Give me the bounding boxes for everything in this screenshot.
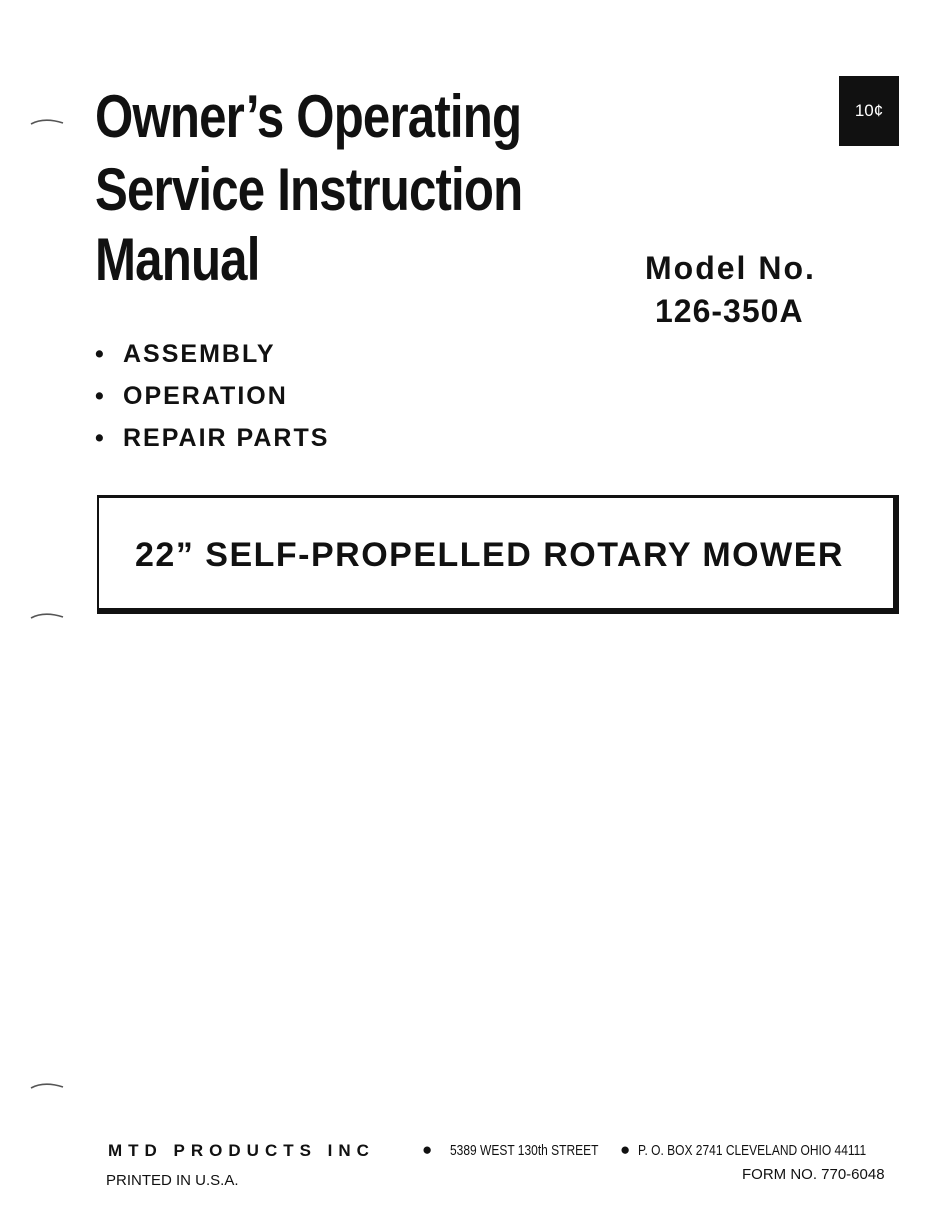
binding-mark (30, 1082, 64, 1090)
model-number: 126-350A (655, 293, 804, 329)
binding-mark (30, 118, 64, 126)
price-text: 10¢ (854, 101, 884, 120)
bullet-icon: • (95, 382, 106, 410)
title-line-3: Manual (95, 226, 260, 293)
list-item (95, 375, 329, 417)
list-item (95, 333, 329, 375)
footer-company: MTD PRODUCTS INC (108, 1141, 375, 1160)
bullet-icon: • (95, 424, 106, 452)
price-badge (839, 76, 899, 146)
list-item (95, 417, 329, 459)
contents-list (95, 333, 329, 459)
title-line-1: Owner’s Operating (95, 83, 522, 150)
list-item-label: OPERATION (123, 382, 288, 410)
footer-po-box: P. O. BOX 2741 CLEVELAND OHIO 44111 (638, 1142, 867, 1159)
product-banner-text: 22” SELF-PROPELLED ROTARY MOWER (135, 536, 844, 574)
footer-street-address: 5389 WEST 130th STREET (450, 1142, 599, 1159)
list-item-label: REPAIR PARTS (123, 424, 330, 452)
list-item-label: ASSEMBLY (123, 340, 276, 368)
model-label: Model No. (645, 250, 816, 286)
title-line-2: Service Instruction (95, 156, 523, 223)
footer-printed: PRINTED IN U.S.A. (106, 1172, 239, 1189)
bullet-icon: • (95, 340, 106, 368)
footer-form-number: FORM NO. 770-6048 (742, 1166, 885, 1183)
separator-dot-icon: ● (620, 1140, 631, 1159)
separator-dot-icon: ● (422, 1140, 433, 1159)
product-banner (97, 495, 899, 614)
binding-mark (30, 612, 64, 620)
